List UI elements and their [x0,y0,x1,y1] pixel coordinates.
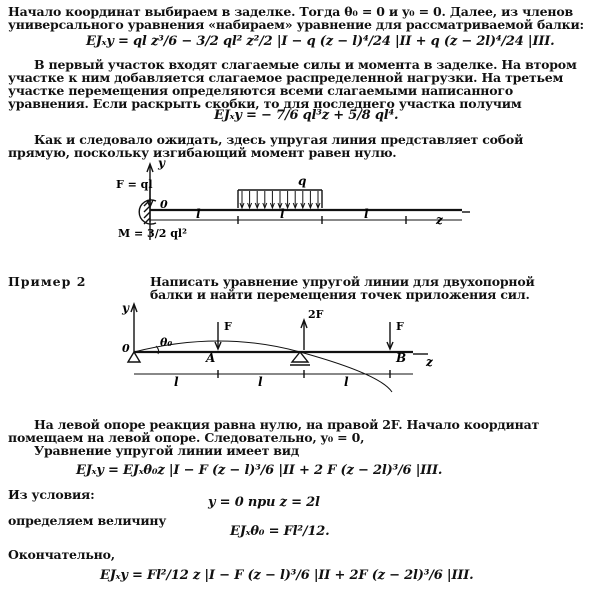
determine-text: определяем величину [8,513,167,528]
paragraph-1: Начало координат выбираем в заделке. Тогда θ₀ = 0 и y₀ = 0. Далее, из членов универсального уравнения «набираем» уравнение для рассматриваемой балки: [8,4,584,32]
fig2-y-axis-label: y [122,301,129,315]
fig1-span-label-3: l [364,207,369,221]
paragraph-4: На левой опоре реакция равна нулю, на правой 2F. Начало координат помещаем на левой опоре. Следовательно, y₀ = 0, [8,417,540,445]
equation-5: EJₓθ₀ = Fl²/12. [230,524,330,539]
fig2-force-2: 2F [308,308,324,321]
fig1-moment-label: M = 3/2 ql² [118,227,187,240]
fig2-span-label-1: l [174,375,179,389]
fig2-z-axis-label: z [426,355,433,369]
fig2-force-1: F [224,320,232,333]
fig1-y-axis-label: y [158,156,165,170]
equation-1: EJₓy = ql z³/6 − 3/2 ql² z²/2 |I − q (z − l)⁴/24 |II + q (z − 2l)⁴/24 |III. [86,34,555,49]
fig2-span-label-3: l [344,375,349,389]
equation-4: y = 0 при z = 2l [208,495,320,510]
fig1-span-label-1: l [196,207,201,221]
fig1-origin-label: 0 [160,198,168,211]
fig1-load-label: q [298,174,307,188]
finally-text: Окончательно, [8,547,115,562]
paragraph-5: Уравнение упругой линии имеет вид [34,443,299,458]
fig2-angle-label: θ₀ [160,336,173,349]
fig1-force-label: F = ql [116,178,153,191]
paragraph-3: Как и следовало ожидать, здесь упругая линия представляет собой прямую, поскольку изгибающий момент равен нулю. [8,132,524,160]
paragraph-2: В первый участок входят слагаемые силы и момента в заделке. На втором участке к ним добавляется слагаемое распределенной нагрузки. На третьем участке перемещения определяются всеми слагаемыми написанного уравнения. Если раскрыть скобки, то для последнего участка получим [8,57,577,111]
fig2-span-label-2: l [258,375,263,389]
from-condition: Из условия: [8,487,95,502]
fig1-z-axis-label: z [436,213,443,227]
figure-2-simply-supported-beam [128,304,428,392]
fig1-span-label-2: l [280,207,285,221]
equation-6: EJₓy = Fl²/12 z |I − F (z − l)³/6 |II + 2F (z − 2l)³/6 |III. [100,568,474,583]
fig2-force-3: F [396,320,404,333]
fig2-origin-label: 0 [122,342,130,355]
fig2-point-a: A [206,351,216,365]
equation-2: EJₓy = − 7/6 ql³z + 5/8 ql⁴. [214,108,399,123]
equation-3: EJₓy = EJₓθ₀z |I − F (z − l)³/6 |II + 2 F (z − 2l)³/6 |III. [76,463,443,478]
fig2-point-b: B [396,351,407,365]
example-2-text: Написать уравнение упругой линии для двухопорной балки и найти перемещения точек приложения сил. [150,274,535,302]
example-2-title: Пример 2 [8,274,87,289]
